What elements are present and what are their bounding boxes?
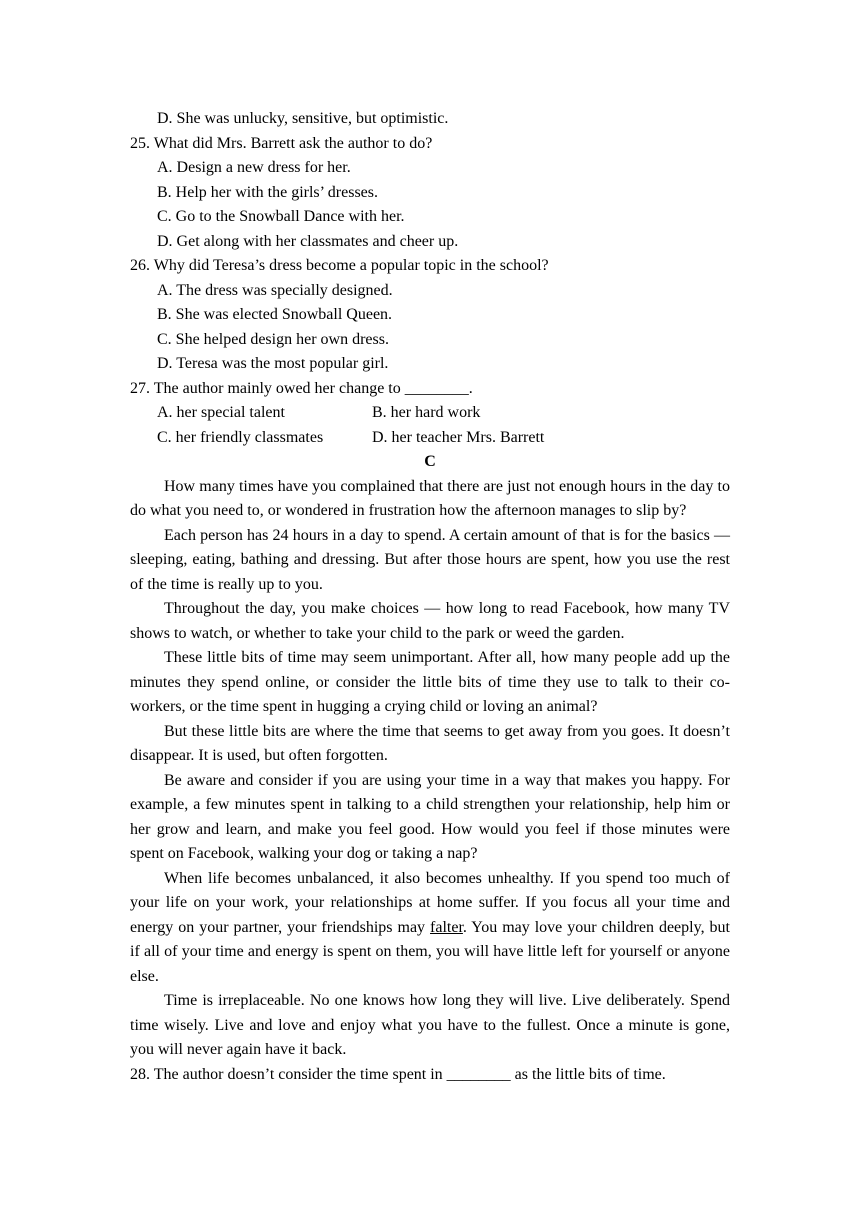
passage-paragraph-4: These little bits of time may seem unimportant. After all, how many people add up the minutes they spend online, or consider the little bits of time they use to talk to their co-workers, or the time spent in hugging a crying child or loving an animal? xyxy=(130,649,730,715)
q25-option-d: D. Get along with her classmates and cheer up. xyxy=(157,232,459,250)
paragraph-7-text-before: When life becomes unbalanced, it also becomes unhealthy. If you spend too much of your life on your work, your relationships at home suffer. If you focus all your time and energy on your partner, your friendships may xyxy=(130,869,730,936)
q25-stem: 25. What did Mrs. Barrett ask the author to do? xyxy=(130,134,433,152)
q27-option-c: C. her friendly classmates xyxy=(157,428,324,446)
q26-option-d: D. Teresa was the most popular girl. xyxy=(157,355,389,372)
q27-options-row-1 xyxy=(130,401,730,426)
q25-option-b: B. Help her with the girls’ dresses. xyxy=(157,183,378,201)
passage-paragraph-5: But these little bits are where the time that seems to get away from you goes. It doesn’t disappear. It is used, but often forgotten. xyxy=(130,722,730,764)
q24-option-d: D. She was unlucky, sensitive, but optimistic. xyxy=(157,110,449,127)
passage-paragraph-1: How many times have you complained that there are just not enough hours in the day to do what you need to, or wondered in frustration how the afternoon manages to slip by? xyxy=(130,477,730,519)
q27-option-b: B. her hard work xyxy=(372,404,481,421)
underlined-word: falter xyxy=(430,918,463,936)
q25-option-a: A. Design a new dress for her. xyxy=(157,159,351,176)
q27-options-row-2 xyxy=(130,426,730,451)
q26-option-b: B. She was elected Snowball Queen. xyxy=(157,306,393,323)
passage-paragraph-8: Time is irreplaceable. No one knows how long they will live. Live deliberately. Spend time wisely. Live and love and enjoy what you have to the fullest. Once a minute is gone, you will never again have it back. xyxy=(130,992,730,1058)
passage-paragraph-3: Throughout the day, you make choices — how long to read Facebook, how many TV shows to watch, or whether to take your child to the park or weed the garden. xyxy=(130,600,730,642)
exam-page xyxy=(130,107,730,1087)
section-heading: C xyxy=(424,453,436,470)
q26-option-c: C. She helped design her own dress. xyxy=(157,330,389,348)
q27-stem: 27. The author mainly owed her change to ________. xyxy=(130,379,473,397)
passage-paragraph-2: Each person has 24 hours in a day to spend. A certain amount of that is for the basics — sleeping, eating, bathing and dressing. But after those hours are spent, how you use the rest of the time is really up to you. xyxy=(130,526,730,593)
q28-stem: 28. The author doesn’t consider the time spent in ________ as the little bits of time. xyxy=(130,1065,666,1083)
q26-option-a: A. The dress was specially designed. xyxy=(157,281,393,299)
q27-option-a: A. her special talent xyxy=(157,404,285,421)
passage-paragraph-6: Be aware and consider if you are using your time in a way that makes you happy. For example, a few minutes spent in talking to a child strengthen your relationship, help him or her grow and learn, and make you feel good. How would you feel if those minutes were spent on Facebook, walking your dog or taking a nap? xyxy=(130,771,730,862)
q27-option-d: D. her teacher Mrs. Barrett xyxy=(372,428,545,446)
passage-paragraph-7 xyxy=(130,867,730,990)
q25-option-c: C. Go to the Snowball Dance with her. xyxy=(157,208,405,225)
paragraph-7-text-after: . You may love your children deeply, but if all of your time and energy is spent on them, you will have little left for yourself or anyone else. xyxy=(130,918,730,985)
q26-stem: 26. Why did Teresa’s dress become a popular topic in the school? xyxy=(130,257,549,274)
